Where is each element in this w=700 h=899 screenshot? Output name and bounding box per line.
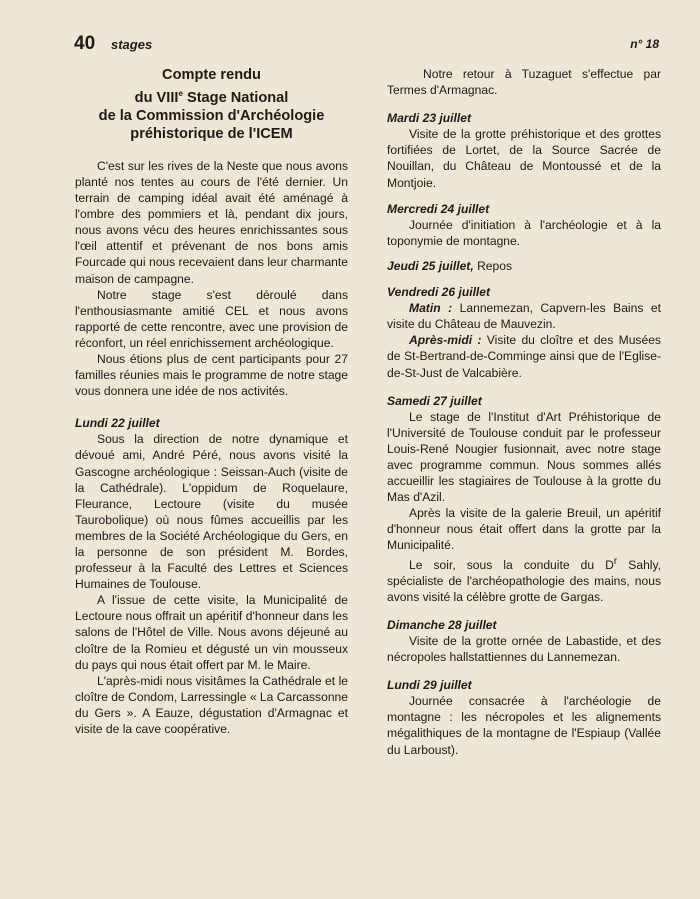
day-heading-24: Mercredi 24 juillet (387, 201, 490, 216)
day-25-rest: Repos (473, 258, 513, 273)
day-24-paragraph: Journée d'initiation à l'archéologie et à la toponymie de montagne. (387, 217, 661, 248)
doctor-superscript: r (613, 555, 618, 567)
page-header (0, 33, 700, 57)
title-line-3: de la Commission d'Archéologie (98, 107, 325, 124)
afternoon-text: Visite du cloître et des Musées de St-Bertrand-de-Comminge ainsi que de l'Eglise-de-St-Just de Valcabière. (387, 333, 661, 380)
page-number: 40 (74, 33, 96, 54)
intro-paragraph-3: Nous étions plus de cent participants pour 27 familles réunies mais le programme de notre stage vous donnera une idée de nos activités. (75, 351, 348, 399)
day-22-paragraph-2: A l'issue de cette visite, la Municipalité de Lectoure nous offrait un apéritif d'honneur dans les salons de l'Hôtel de Ville. Nous avons déjeuné au cloître de la Romieu et dégusté un vin mousseux du pays qui nous était offert par M. le Maire. (75, 593, 348, 672)
day-heading-22: Lundi 22 juillet (75, 416, 160, 431)
left-column (75, 66, 348, 737)
return-paragraph: Notre retour à Tuzaguet s'effectue par Termes d'Armagnac. (387, 67, 661, 98)
day-27-paragraph-1: Le stage de l'Institut d'Art Préhistorique de l'Université de Toulouse conduit par le professeur Louis-René Nougier fusionnait, avec notre stage avec programme commun. Nous sommes allés accueillir les stagiaires de Toulouse à la grotte du Mas d'Azil. (387, 409, 661, 505)
morning-label: Matin : (409, 301, 453, 316)
section-title: stages (111, 37, 153, 52)
day-26-afternoon (387, 332, 661, 380)
day-25-line (387, 258, 661, 274)
day-27-p3-b: Sahly, spécialiste de l'archéopathologie des mains, nous avons visité la célèbre grotte de Gargas. (387, 557, 661, 604)
day-28-paragraph: Visite de la grotte ornée de Labastide, et des nécropoles hallstattiennes du Lannemezan. (387, 633, 661, 665)
title-line-2-a: du VIII (134, 89, 179, 106)
day-23-paragraph: Visite de la grotte préhistorique et des grottes fortifiées de Lortet, de la Source Sacrée de Nouillan, du Château de Montoussé et de la Montjoie. (387, 127, 661, 190)
day-heading-29: Lundi 29 juillet (387, 678, 472, 693)
intro-paragraph-1: C'est sur les rives de la Neste que nous avons planté nos tentes au cours de l'été dernier. Un terrain de camping idéal avait été aménagé à l'ombre des pommiers et là, pendant dix jours, nous avons vécu des heures enrichissantes sous l'œil attentif et prévenant de nos bons amis Fourcade qui nous recevaient dans leur charmante maison de campagne. (75, 158, 348, 286)
day-heading-25: Jeudi 25 juillet, (387, 258, 474, 273)
article-title (75, 66, 348, 144)
day-27-p3-a: Le soir, sous la conduite du D (409, 557, 614, 572)
title-line-2-b: Stage National (182, 89, 289, 106)
title-line-1: Compte rendu (162, 67, 261, 83)
day-heading-27: Samedi 27 juillet (387, 393, 482, 408)
intro-paragraph-2: Notre stage s'est déroulé dans l'enthousiasmante amitié CEL et nous avons rapporté de cette rencontre, avec une provision de réconfort, un réel enrichissement archéologique. (75, 287, 348, 350)
day-heading-26: Vendredi 26 juillet (387, 285, 491, 300)
day-22-paragraph-3: L'après-midi nous visitâmes la Cathédrale et le cloître de Condom, Larressingle « La Carcassonne du Gers ». A Eauze, dégustation d'Armagnac et visite de la cave coopérative. (75, 673, 348, 737)
day-heading-23: Mardi 23 juillet (387, 111, 472, 126)
day-22-paragraph-1: Sous la direction de notre dynamique et dévoué ami, André Péré, nous avons visité la Gascogne archéologique : Seissan-Auch (visite de la Cathédrale). L'oppidum de Roquelaure, Fleurance, Lectoure (visite du musée Taurobolique) où nous fûmes accueillis par les membres de la Société Archéologique du Gers, en la personne de son président M. Bordes, professeur à la Faculté des Lettres et Sciences Humaines de Toulouse. (75, 432, 348, 592)
right-column (387, 66, 661, 758)
day-26-morning (387, 300, 661, 332)
afternoon-label: Après-midi : (409, 333, 482, 348)
day-27-paragraph-2: Après la visite de la galerie Breuil, un apéritif d'honneur nous était offert dans la grotte par la Municipalité. (387, 506, 661, 553)
day-29-paragraph: Journée consacrée à l'archéologie de montagne : les nécropoles et les alignements mégalithiques de la montagne de l'Espiaup (Vallée du Larboust). (387, 694, 661, 757)
day-heading-28: Dimanche 28 juillet (387, 617, 497, 632)
morning-text: Lannemezan, Capvern-les Bains et visite du Château de Mauvezin. (387, 301, 661, 332)
title-line-2 (75, 85, 348, 107)
title-line-4: préhistorique de l'ICEM (130, 126, 293, 143)
day-27-paragraph-3 (387, 554, 661, 605)
title-superscript: e (178, 88, 183, 98)
issue-number: n° 18 (630, 37, 659, 51)
